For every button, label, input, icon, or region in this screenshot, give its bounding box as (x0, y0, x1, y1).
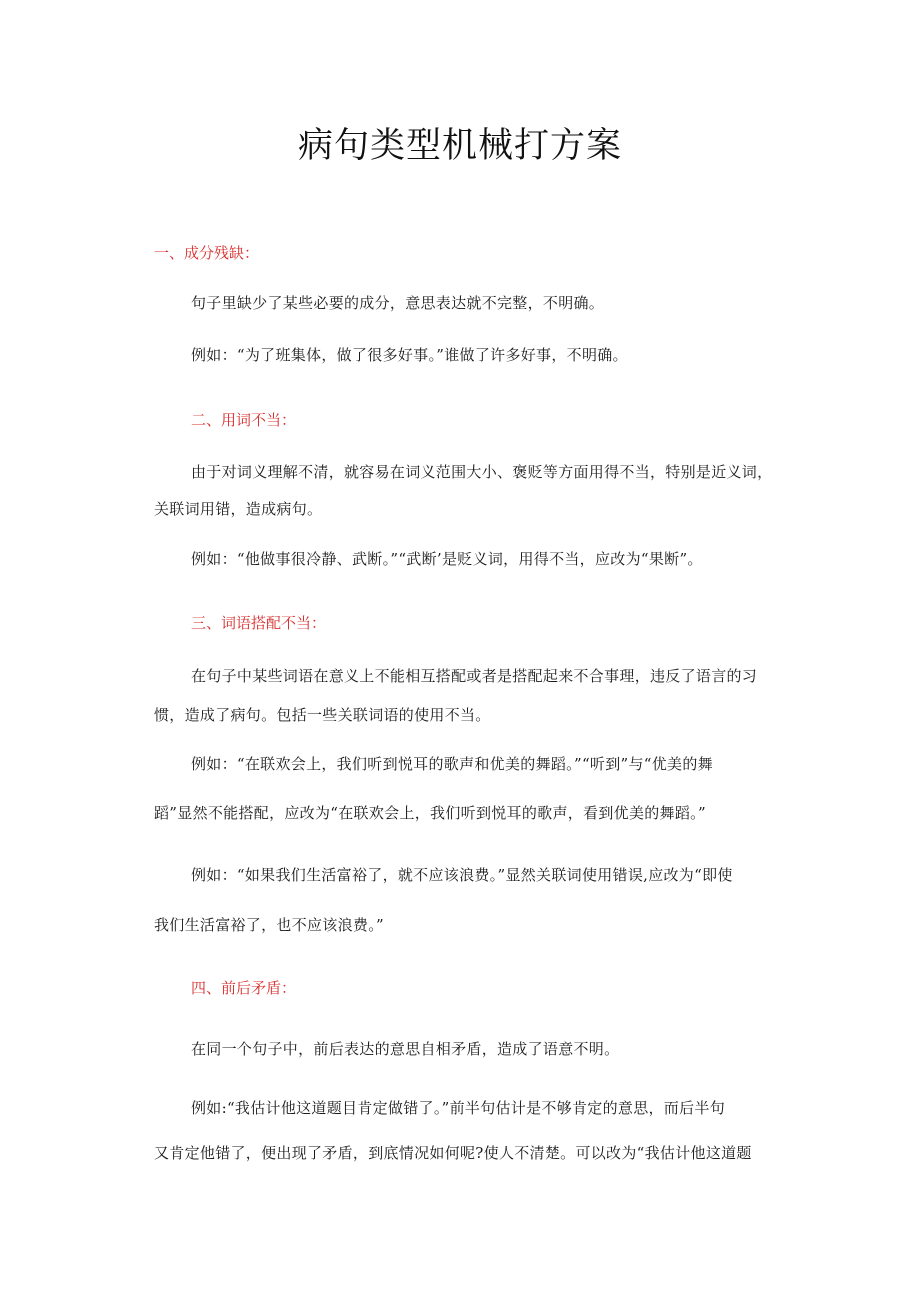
paragraph-line: 在同一个句子中，前后表达的意思自相矛盾，造成了语意不明。 (191, 1040, 620, 1058)
paragraph-line: 在句子中某些词语在意义上不能相互搭配或者是搭配起来不合事理，违反了语言的习 (191, 667, 758, 685)
paragraph-line: 我们生活富裕了，也不应该浪费。” (154, 916, 384, 934)
section-heading-4: 四、前后矛盾： (191, 979, 297, 997)
paragraph-line: 例如：“他做事很冷静、武断。”“武断’是贬义词，用得不当，应改为“果断”。 (191, 550, 703, 568)
paragraph-line: 蹈”显然不能搭配，应改为“在联欢会上，我们听到悦耳的歌声，看到优美的舞蹈。” (154, 804, 706, 822)
paragraph-line: 例如：“如果我们生活富裕了，就不应该浪费。”显然关联词使用错误,应改为“即使 (191, 866, 733, 884)
section-heading-3: 三、词语搭配不当： (191, 614, 327, 632)
paragraph-line: 关联词用错，造成病句。 (154, 500, 323, 518)
paragraph-line: 由于对词义理解不清，就容易在词义范围大小、褒贬等方面用得不当，特别是近义词， (191, 463, 773, 481)
paragraph-line: 例如：“在联欢会上，我们听到悦耳的歌声和优美的舞蹈。”“听到”与“优美的舞 (191, 755, 713, 773)
document-title: 病句类型机械打方案 (297, 126, 622, 166)
paragraph-line: 例如：“为了班集体，做了很多好事。”谁做了许多好事，不明确。 (191, 346, 628, 364)
paragraph-line: 又肯定他错了，便出现了矛盾，到底情况如何呢?使人不清楚。可以改为“我估计他这道题 (154, 1144, 752, 1162)
paragraph-line: 句子里缺少了某些必要的成分，意思表达就不完整，不明确。 (191, 294, 605, 312)
section-heading-1: 一、成分残缺： (154, 244, 260, 262)
paragraph-line: 例如:“我估计他这道题目肯定做错了。”前半句估计是不够肯定的意思，而后半句 (191, 1099, 725, 1117)
paragraph-line: 惯，造成了病句。包括一些关联词语的使用不当。 (154, 706, 491, 724)
section-heading-2: 二、用词不当： (191, 411, 297, 429)
